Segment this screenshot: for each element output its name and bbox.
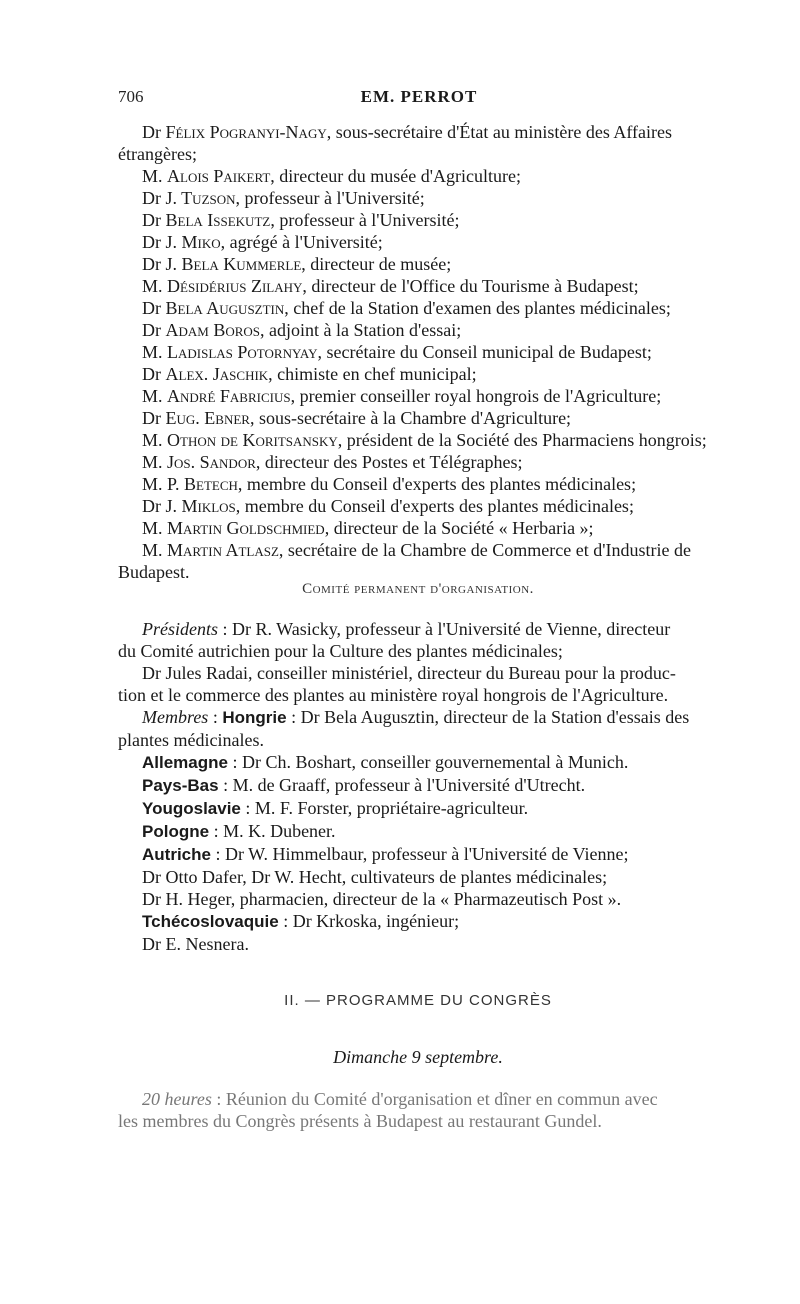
member-line: Budapest. [118,562,190,582]
member-name: J. Miklos [165,496,236,516]
member-line [118,165,718,187]
member-description: , secrétaire de la Chambre de Commerce et d'Industrie de [278,540,691,560]
member-line [118,429,718,451]
country-text: : Dr Ch. Boshart, conseiller gouvernemental à Munich. [227,752,629,772]
member-line [118,495,718,517]
member-title: M. [142,474,163,494]
programme-heading: II. — PROGRAMME DU CONGRÈS [284,992,552,1009]
country-label: Yougoslavie [142,799,241,818]
member-description: , directeur de la Société « Herbaria »; [324,518,594,538]
member-name: P. Betech [167,474,238,494]
programme-time: 20 heures [142,1089,212,1109]
member-description: , professeur à l'Université; [270,210,460,230]
member-title: M. [142,386,163,406]
member-line [118,209,718,231]
member-name: Désidérius Zilahy [167,276,303,296]
member-line [118,539,718,561]
member-line [118,187,718,209]
member-line [118,451,718,473]
country-line [118,797,718,820]
member-line [118,363,718,385]
member-name: Alex. Jaschik [165,364,269,384]
member-line [118,253,718,275]
country-text: : Dr Krkoska, ingénieur; [278,911,460,931]
member-title: Dr [142,496,161,516]
programme-day: Dimanche 9 septembre. [333,1047,503,1067]
comite-heading: Comité permanent d'organisation. [302,581,534,597]
member-name: Ladislas Potornyay [167,342,318,362]
member-name: Bela Issekutz [165,210,271,230]
member-title: M. [142,540,163,560]
member-line [118,121,718,143]
member-title: Dr [142,364,161,384]
presidents-line [118,618,718,640]
member-line [118,473,718,495]
country-label: Pologne [142,822,210,841]
member-name: Alois Paikert [167,166,271,186]
member-description: , professeur à l'Université; [235,188,425,208]
member-name: J. Tuzson [165,188,236,208]
member-description: , directeur des Postes et Télégraphes; [255,452,523,472]
member-line: étrangères; [118,144,197,164]
hongrie-label: Hongrie [222,708,287,727]
membres-line: Membres : Hongrie : Dr Bela Augusztin, directeur de la Station d'essais des [142,707,690,727]
member-title: Dr [142,298,161,318]
member-line [118,385,718,407]
member-name: J. Miko [165,232,221,252]
presidents-text: : Dr R. Wasicky, professeur à l'Université de Vienne, directeur [218,619,671,639]
country-text: : M. de Graaff, professeur à l'Université d'Utrecht. [218,775,586,795]
page-number: 706 [118,87,144,106]
member-name: Félix Pogranyi-Nagy [165,122,327,142]
member-line [118,341,718,363]
member-title: M. [142,342,163,362]
member-name: Jos. Sandor [167,452,256,472]
member-description: , chef de la Station d'examen des plantes médicinales; [284,298,671,318]
country-text: : Dr W. Himmelbaur, professeur à l'Université de Vienne; [210,844,629,864]
country-label: Pays-Bas [142,776,219,795]
member-title: M. [142,518,163,538]
member-title: Dr [142,122,161,142]
programme-entry [118,1088,718,1132]
country-text: : M. F. Forster, propriétaire-agriculteur. [240,798,529,818]
member-title: Dr [142,254,161,274]
membres-label: Membres [142,707,209,727]
radai-line-2: tion et le commerce des plantes au ministère royal hongrois de l'Agriculture. [118,685,669,705]
country-text: Dr E. Nesnera. [142,934,249,954]
member-description: , directeur de l'Office du Tourisme à Budapest; [302,276,639,296]
country-text: : M. K. Dubener. [209,821,336,841]
member-line [118,517,718,539]
member-title: Dr [142,188,161,208]
member-description: , directeur de musée; [301,254,452,274]
member-line [118,319,718,341]
member-description: , chimiste en chef municipal; [268,364,477,384]
member-title: M. [142,430,163,450]
country-label: Tchécoslovaquie [142,912,279,931]
member-title: Dr [142,408,161,428]
programme-line-1: : Réunion du Comité d'organisation et dîner en commun avec [211,1089,658,1109]
member-line [118,231,718,253]
member-name: Bela Augusztin [165,298,285,318]
presidents-line-2: du Comité autrichien pour la Culture des plantes médicinales; [118,641,563,661]
page-header [118,86,720,110]
country-line [118,751,718,774]
member-name: Eug. Ebner [165,408,250,428]
member-name: Martin Goldschmied [167,518,325,538]
member-description: , membre du Conseil d'experts des plantes médicinales; [235,496,634,516]
member-name: Martin Atlasz [167,540,279,560]
country-line [118,866,718,888]
country-line [118,910,718,933]
country-list [118,751,718,955]
member-description: , agrégé à l'Université; [220,232,383,252]
member-title: Dr [142,210,161,230]
member-line [118,297,718,319]
member-description: , président de la Société des Pharmaciens hongrois; [337,430,707,450]
member-title: M. [142,166,163,186]
programme-line-2: les membres du Congrès présents à Budapest au restaurant Gundel. [118,1111,602,1131]
country-line [118,774,718,797]
country-line [118,820,718,843]
member-description: , adjoint à la Station d'essai; [260,320,462,340]
member-title: Dr [142,232,161,252]
presidents-label: Présidents [142,619,218,639]
member-name: J. Bela Kummerle [165,254,302,274]
comite-section [118,618,718,955]
country-text: Dr H. Heger, pharmacien, directeur de la « Pharmazeutisch Post ». [142,889,622,909]
member-list [118,121,718,583]
member-description: , sous-secrétaire à la Chambre d'Agriculture; [249,408,572,428]
country-line [118,843,718,866]
member-title: M. [142,276,163,296]
member-name: Adam Boros [165,320,261,340]
radai-line: Dr Jules Radai, conseiller ministériel, directeur du Bureau pour la produc- [142,663,676,683]
member-line [118,407,718,429]
member-description: , membre du Conseil d'experts des plantes médicinales; [237,474,637,494]
member-name: André Fabricius [167,386,291,406]
member-description: , directeur du musée d'Agriculture; [270,166,521,186]
country-line [118,933,718,955]
country-line [118,888,718,910]
running-title: EM. PERROT [360,87,478,106]
country-label: Autriche [142,845,211,864]
member-description: , sous-secrétaire d'État au ministère des Affaires [326,122,673,142]
member-description: , premier conseiller royal hongrois de l'Agriculture; [290,386,662,406]
membres-line-2: plantes médicinales. [118,730,264,750]
member-name: Othon de Koritsansky [167,430,338,450]
country-label: Allemagne [142,753,228,772]
member-title: Dr [142,320,161,340]
member-line [118,275,718,297]
member-title: M. [142,452,163,472]
member-description: , secrétaire du Conseil municipal de Budapest; [317,342,652,362]
country-text: Dr Otto Dafer, Dr W. Hecht, cultivateurs de plantes médicinales; [142,867,608,887]
